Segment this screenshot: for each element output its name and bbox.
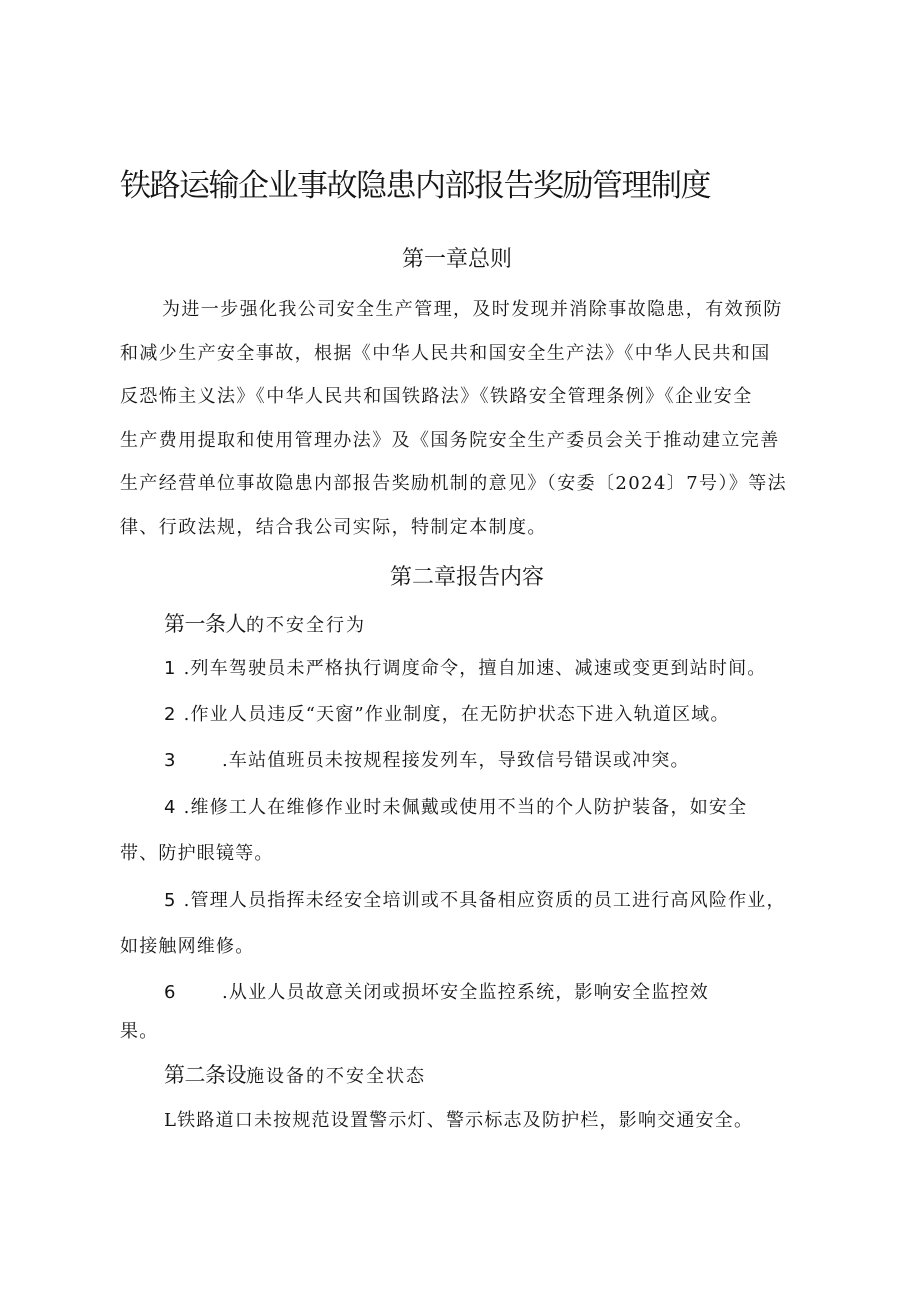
item-text: .管理人员指挥未经安全培训或不具备相应资质的员工进行高风险作业， xyxy=(183,890,786,911)
item-number: 4 xyxy=(164,797,177,818)
list-item xyxy=(164,1106,753,1136)
item-text: .从业人员故意关闭或损坏安全监控系统，影响安全监控效 xyxy=(222,982,709,1003)
list-item xyxy=(164,886,786,916)
list-item xyxy=(164,793,747,823)
item-text: .维修工人在维修作业时未佩戴或使用不当的个人防护装备，如安全 xyxy=(183,797,748,818)
item-continuation: 带、防护眼镜等。 xyxy=(120,843,274,864)
paragraph-line: 反恐怖主义法》《中华人民共和国铁路法》《铁路安全管理条例》《企业安全 xyxy=(120,386,753,408)
list-item xyxy=(164,978,709,1008)
paragraph-line: 生产费用提取和使用管理办法》及《国务院安全生产委员会关于推动建立完善 xyxy=(120,429,780,451)
list-item xyxy=(164,654,767,684)
article-1-heading xyxy=(164,609,366,641)
article-1-label: 第一条人 xyxy=(164,612,246,636)
item-number: 3 xyxy=(164,750,177,771)
article-1-title: 的不安全行为 xyxy=(246,615,366,636)
article-2-label: 第二条设 xyxy=(164,1063,246,1087)
paragraph-line: 律、行政法规，结合我公司实际，特制定本制度。 xyxy=(120,516,547,538)
chapter-1-heading: 第一章总则 xyxy=(401,247,512,272)
article-2-title: 施设备的不安全状态 xyxy=(246,1066,426,1087)
article-2-heading xyxy=(164,1060,426,1092)
list-item xyxy=(164,700,730,730)
item-text: .列车驾驶员未严格执行调度命令，擅自加速、减速或变更到站时间。 xyxy=(183,658,767,679)
item-continuation: 果。 xyxy=(120,1021,159,1042)
list-item xyxy=(164,746,690,776)
paragraph-line: 和减少生产安全事故，根据《中华人民共和国安全生产法》《中华人民共和国 xyxy=(120,342,771,364)
paragraph-line: 生产经营单位事故隐患内部报告奖励机制的意见》（安委〔2024〕7号）》等法 xyxy=(120,473,788,495)
item-number: 2 xyxy=(164,704,177,725)
document-title: 铁路运输企业事故隐患内部报告奖励管理制度 xyxy=(120,168,710,204)
item-text: .作业人员违反“天窗”作业制度，在无防护状态下进入轨道区域。 xyxy=(183,704,730,725)
chapter-2-heading: 第二章报告内容 xyxy=(389,565,544,590)
paragraph-line: 为进一步强化我公司安全生产管理，及时发现并消除事故隐患，有效预防 xyxy=(162,299,783,320)
item-number: 5 xyxy=(164,890,177,911)
item-text: L铁路道口未按规范设置警示灯、警示标志及防护栏，影响交通安全。 xyxy=(164,1110,754,1131)
item-number: 1 xyxy=(164,658,177,679)
item-number: 6 xyxy=(164,982,177,1003)
item-text: .车站值班员未按规程接发列车，导致信号错误或冲突。 xyxy=(222,750,690,771)
item-continuation: 如接触网维修。 xyxy=(120,936,255,957)
chapter-1-paragraph xyxy=(120,288,810,550)
